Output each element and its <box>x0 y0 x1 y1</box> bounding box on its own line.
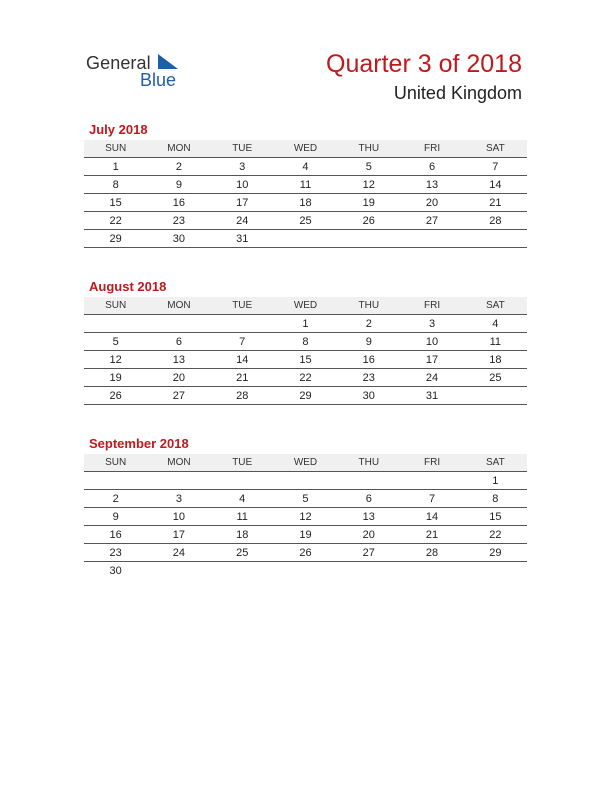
day-cell: 23 <box>147 212 210 230</box>
day-cell: 2 <box>337 315 400 333</box>
weekday-wed: WED <box>274 454 337 472</box>
day-cell: 15 <box>464 508 527 526</box>
day-cell: 10 <box>211 176 274 194</box>
day-cell: 2 <box>147 158 210 176</box>
day-cell: 1 <box>84 158 147 176</box>
day-cell: 15 <box>274 351 337 369</box>
weekday-mon: MON <box>147 297 210 315</box>
day-cell <box>464 230 527 248</box>
day-cell <box>147 562 210 580</box>
day-cell: 28 <box>464 212 527 230</box>
day-cell: 13 <box>400 176 463 194</box>
day-cell: 5 <box>337 158 400 176</box>
logo <box>86 50 196 90</box>
day-cell: 10 <box>147 508 210 526</box>
day-cell: 22 <box>274 369 337 387</box>
calendar-grid <box>84 454 527 579</box>
day-cell: 16 <box>147 194 210 212</box>
day-cell: 3 <box>147 490 210 508</box>
day-cell: 23 <box>337 369 400 387</box>
week-row <box>84 333 527 351</box>
day-cell: 20 <box>147 369 210 387</box>
day-cell: 31 <box>400 387 463 405</box>
day-cell: 7 <box>211 333 274 351</box>
day-cell: 29 <box>274 387 337 405</box>
day-cell: 6 <box>147 333 210 351</box>
week-row <box>84 194 527 212</box>
day-cell: 1 <box>274 315 337 333</box>
month-september <box>84 436 527 579</box>
day-cell: 10 <box>400 333 463 351</box>
weekday-mon: MON <box>147 454 210 472</box>
day-cell <box>211 472 274 490</box>
day-cell <box>211 562 274 580</box>
day-cell <box>274 562 337 580</box>
week-row <box>84 369 527 387</box>
day-cell <box>84 472 147 490</box>
month-title: July 2018 <box>89 122 148 137</box>
day-cell: 21 <box>464 194 527 212</box>
day-cell: 24 <box>147 544 210 562</box>
week-row <box>84 387 527 405</box>
day-cell: 16 <box>84 526 147 544</box>
day-cell: 30 <box>337 387 400 405</box>
day-cell: 24 <box>211 212 274 230</box>
day-cell: 16 <box>337 351 400 369</box>
weekday-fri: FRI <box>400 297 463 315</box>
weekday-wed: WED <box>274 297 337 315</box>
day-cell: 13 <box>147 351 210 369</box>
weekday-sun: SUN <box>84 297 147 315</box>
day-cell: 26 <box>84 387 147 405</box>
day-cell: 27 <box>147 387 210 405</box>
day-cell: 28 <box>211 387 274 405</box>
day-cell: 6 <box>337 490 400 508</box>
day-cell: 17 <box>147 526 210 544</box>
month-title: September 2018 <box>89 436 189 451</box>
week-row <box>84 315 527 333</box>
day-cell: 8 <box>274 333 337 351</box>
day-cell: 29 <box>84 230 147 248</box>
day-cell <box>274 230 337 248</box>
day-cell: 27 <box>400 212 463 230</box>
day-cell: 9 <box>337 333 400 351</box>
day-cell <box>464 387 527 405</box>
weekday-fri: FRI <box>400 454 463 472</box>
weekday-header-row <box>84 140 527 158</box>
week-row <box>84 351 527 369</box>
day-cell: 21 <box>211 369 274 387</box>
day-cell: 12 <box>84 351 147 369</box>
day-cell <box>211 315 274 333</box>
day-cell <box>274 472 337 490</box>
weekday-header-row <box>84 297 527 315</box>
week-row <box>84 508 527 526</box>
day-cell <box>464 562 527 580</box>
weekday-thu: THU <box>337 140 400 158</box>
day-cell <box>337 562 400 580</box>
day-cell: 17 <box>400 351 463 369</box>
week-row <box>84 562 527 580</box>
day-cell: 26 <box>337 212 400 230</box>
day-cell: 17 <box>211 194 274 212</box>
day-cell: 14 <box>211 351 274 369</box>
day-cell <box>400 230 463 248</box>
day-cell: 8 <box>464 490 527 508</box>
page-title: Quarter 3 of 2018 <box>326 50 522 78</box>
day-cell <box>400 472 463 490</box>
day-cell: 19 <box>337 194 400 212</box>
day-cell <box>400 562 463 580</box>
day-cell <box>337 472 400 490</box>
weekday-mon: MON <box>147 140 210 158</box>
day-cell: 4 <box>464 315 527 333</box>
weekday-tue: TUE <box>211 297 274 315</box>
day-cell: 7 <box>464 158 527 176</box>
day-cell <box>147 472 210 490</box>
day-cell: 4 <box>211 490 274 508</box>
day-cell: 11 <box>274 176 337 194</box>
day-cell: 29 <box>464 544 527 562</box>
day-cell: 3 <box>211 158 274 176</box>
week-row <box>84 176 527 194</box>
weekday-thu: THU <box>337 454 400 472</box>
day-cell: 22 <box>464 526 527 544</box>
weekday-tue: TUE <box>211 454 274 472</box>
week-row <box>84 544 527 562</box>
day-cell: 15 <box>84 194 147 212</box>
week-row <box>84 212 527 230</box>
weekday-sat: SAT <box>464 140 527 158</box>
day-cell: 12 <box>337 176 400 194</box>
day-cell: 22 <box>84 212 147 230</box>
day-cell: 30 <box>84 562 147 580</box>
day-cell: 18 <box>274 194 337 212</box>
week-row <box>84 158 527 176</box>
day-cell: 14 <box>464 176 527 194</box>
day-cell: 6 <box>400 158 463 176</box>
day-cell: 5 <box>274 490 337 508</box>
page-subtitle: United Kingdom <box>393 83 522 103</box>
day-cell <box>84 315 147 333</box>
logo-text-blue: Blue <box>140 70 177 90</box>
day-cell: 21 <box>400 526 463 544</box>
day-cell: 25 <box>464 369 527 387</box>
day-cell: 9 <box>147 176 210 194</box>
day-cell: 26 <box>274 544 337 562</box>
weekday-sun: SUN <box>84 454 147 472</box>
day-cell: 2 <box>84 490 147 508</box>
weekday-tue: TUE <box>211 140 274 158</box>
day-cell: 3 <box>400 315 463 333</box>
day-cell: 9 <box>84 508 147 526</box>
day-cell: 28 <box>400 544 463 562</box>
week-row <box>84 230 527 248</box>
day-cell: 27 <box>337 544 400 562</box>
day-cell: 20 <box>337 526 400 544</box>
logo-flag-icon <box>158 54 178 69</box>
day-cell: 24 <box>400 369 463 387</box>
day-cell: 23 <box>84 544 147 562</box>
month-august <box>84 279 527 405</box>
day-cell: 18 <box>464 351 527 369</box>
calendar-grid <box>84 297 527 405</box>
day-cell: 30 <box>147 230 210 248</box>
logo-text-general: General <box>86 53 151 73</box>
month-title: August 2018 <box>89 279 167 294</box>
weekday-fri: FRI <box>400 140 463 158</box>
day-cell: 1 <box>464 472 527 490</box>
day-cell: 13 <box>337 508 400 526</box>
week-row <box>84 472 527 490</box>
day-cell <box>337 230 400 248</box>
month-july <box>84 122 527 248</box>
day-cell: 19 <box>84 369 147 387</box>
weekday-header-row <box>84 454 527 472</box>
day-cell <box>147 315 210 333</box>
day-cell: 18 <box>211 526 274 544</box>
weekday-wed: WED <box>274 140 337 158</box>
day-cell: 11 <box>211 508 274 526</box>
day-cell: 5 <box>84 333 147 351</box>
weekday-sat: SAT <box>464 297 527 315</box>
day-cell: 7 <box>400 490 463 508</box>
day-cell: 8 <box>84 176 147 194</box>
day-cell: 14 <box>400 508 463 526</box>
day-cell: 4 <box>274 158 337 176</box>
day-cell: 12 <box>274 508 337 526</box>
day-cell: 11 <box>464 333 527 351</box>
day-cell: 31 <box>211 230 274 248</box>
week-row <box>84 490 527 508</box>
day-cell: 25 <box>211 544 274 562</box>
calendar-grid <box>84 140 527 248</box>
week-row <box>84 526 527 544</box>
weekday-thu: THU <box>337 297 400 315</box>
day-cell: 25 <box>274 212 337 230</box>
day-cell: 20 <box>400 194 463 212</box>
day-cell: 19 <box>274 526 337 544</box>
weekday-sat: SAT <box>464 454 527 472</box>
weekday-sun: SUN <box>84 140 147 158</box>
